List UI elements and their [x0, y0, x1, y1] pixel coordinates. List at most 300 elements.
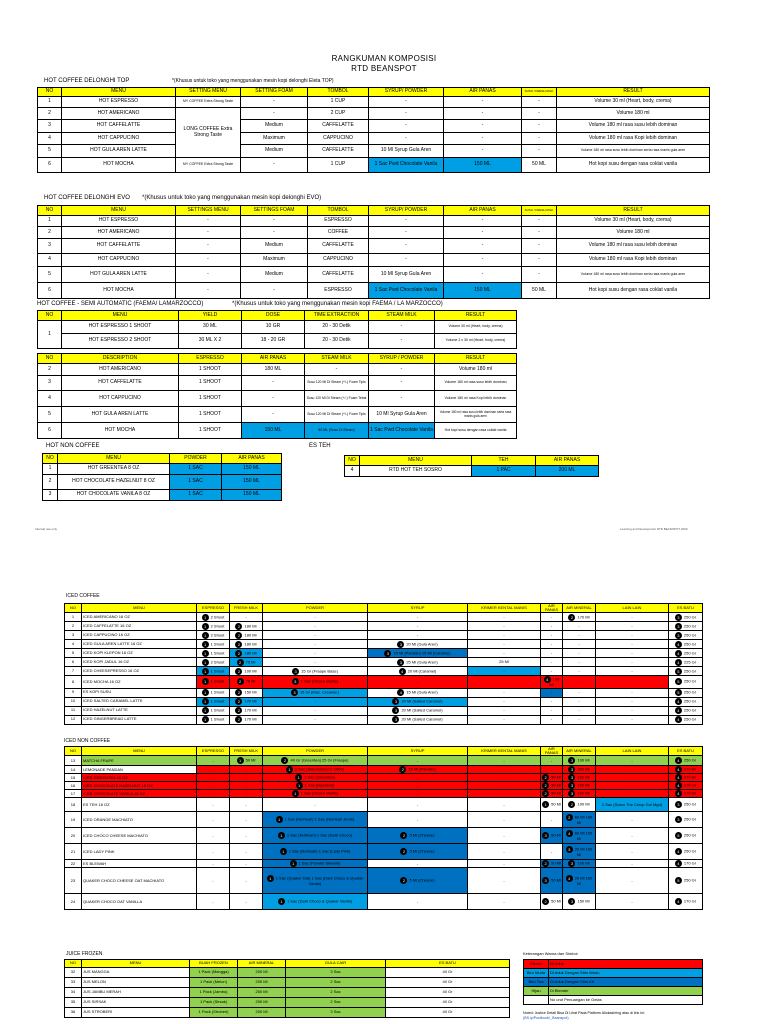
- cell: Volume 180 ml rasa Kopi lebih dominan: [557, 133, 710, 145]
- cell: HOT CHOCOLATE VANILA 8 OZ: [58, 490, 170, 501]
- cell-text: -: [550, 757, 553, 763]
- iced-coffee-title: ICED COFFEE: [66, 593, 100, 599]
- cell: [563, 649, 596, 658]
- order-number-icon: 1: [202, 707, 209, 714]
- cell: -: [522, 227, 557, 239]
- cell: CAFFELATTE: [308, 145, 369, 158]
- cell-text: 100 Ml: [577, 757, 590, 763]
- cell: [230, 782, 263, 790]
- cell: [468, 640, 541, 649]
- cell-text: -: [314, 707, 316, 713]
- cell-text: -: [416, 774, 419, 780]
- order-number-icon: 2: [235, 689, 242, 696]
- cell-text: -: [578, 698, 580, 704]
- cell-text: -: [314, 801, 316, 807]
- cell: COFFEE: [308, 227, 369, 239]
- page-title: RANGKUMAN KOMPOSISI: [331, 54, 437, 63]
- cell: -: [241, 216, 308, 227]
- cell: [82, 631, 197, 640]
- order-number-icon: 1: [202, 632, 209, 639]
- order-number-icon: 2: [235, 698, 242, 705]
- cell-text: 22: [70, 860, 76, 866]
- cell-text: 13: [70, 757, 76, 763]
- table-row: [38, 254, 710, 267]
- cell-text: -: [212, 877, 214, 883]
- cell: [263, 676, 368, 688]
- cell: [468, 798, 541, 812]
- order-number-icon: 4: [675, 766, 682, 773]
- cell: [65, 688, 82, 697]
- cell: 3: [38, 376, 62, 391]
- cell-text: -: [503, 832, 505, 838]
- cell-text: 18: [70, 801, 76, 807]
- cell-text: -: [550, 816, 553, 822]
- order-number-icon: 2: [400, 848, 407, 855]
- cell: 2 Sac: [286, 988, 386, 998]
- cell-text: -: [631, 757, 633, 763]
- legend-note: Noted: Justice Detail Bisa Di Lihat Pada Platform Allokasi/ring atau di link ini:: [523, 1011, 645, 1015]
- legend-text: Di Aduk Dengan Stirs Wadu: [549, 969, 703, 978]
- cell: 1 SAC: [170, 490, 222, 501]
- cell: [368, 868, 468, 894]
- cell-text: -: [212, 848, 214, 854]
- cell-text: 15 Ml (Pandan) 15 Ml (Caramel): [393, 650, 451, 656]
- cell-text: -: [212, 816, 214, 822]
- table-row: [38, 423, 517, 439]
- cell-text: 100 Ml: [549, 676, 560, 688]
- cell: 32: [65, 968, 82, 978]
- cell: 1 Pack (Stroberi): [190, 1008, 238, 1018]
- cell-text: 5 Ml (Cheese): [409, 877, 435, 883]
- table-row: [38, 120, 710, 133]
- cell: Maximum: [241, 254, 308, 267]
- cell: [230, 790, 263, 798]
- cell-text: 50 Ml: [551, 782, 561, 788]
- cell: [596, 894, 669, 910]
- order-number-icon: 4: [675, 774, 682, 781]
- cell: [65, 774, 82, 782]
- cell: 1 PAC: [472, 466, 536, 477]
- cell-text: 1 Sac (Nutrisari) 1 Sac (Dark Choco): [286, 832, 353, 838]
- cell: 2: [38, 364, 62, 376]
- cell-text: 1 Sac (Dark Choco & Quaker Vanila): [286, 898, 353, 904]
- cell-text: 1 Shoot: [210, 698, 225, 704]
- col-header: MENU: [62, 206, 176, 216]
- cell: [669, 688, 703, 697]
- cell: 40 Gr: [386, 998, 510, 1008]
- order-number-icon: 3: [392, 707, 399, 714]
- order-number-icon: 4: [675, 848, 682, 855]
- order-number-icon: 2: [235, 716, 242, 723]
- col-header: RESULT: [435, 354, 517, 364]
- cell-text: 5 Ml (Cheese): [409, 832, 435, 838]
- cell-text: -: [503, 757, 505, 763]
- cell-text: -: [416, 782, 419, 788]
- cell-text: 2: [71, 623, 75, 629]
- cell: [263, 756, 368, 766]
- cell-text: -: [314, 614, 316, 620]
- cell-text: 15 Ml (Pandan): [408, 766, 436, 772]
- cell: [669, 706, 703, 715]
- cell: [596, 774, 669, 782]
- cell: HOT MOCHA: [62, 283, 176, 299]
- cell-text: 20 Ml (Salted Caramel): [401, 698, 443, 704]
- cell: [65, 798, 82, 812]
- cell: [563, 613, 596, 622]
- cell-text: -: [503, 689, 505, 695]
- footer-left: Internal use only: [35, 527, 58, 531]
- col-header: SYRUP/ POWDER: [369, 88, 444, 97]
- cell: [541, 790, 563, 798]
- cell: [669, 860, 703, 868]
- cell-text: 170 Gr: [683, 782, 697, 788]
- cell: [197, 631, 230, 640]
- col-header: MENU: [62, 311, 179, 321]
- col-header: NO: [38, 88, 62, 97]
- order-number-icon: 1: [202, 689, 209, 696]
- cell-text: -: [416, 632, 419, 638]
- cell: [82, 790, 197, 798]
- cell: [563, 812, 596, 828]
- table-row: [65, 756, 703, 766]
- cell: [468, 613, 541, 622]
- cell: [368, 649, 468, 658]
- order-number-icon: 2: [399, 766, 406, 773]
- cell: [563, 868, 596, 894]
- cell: [468, 790, 541, 798]
- table-row: [38, 334, 517, 349]
- cell: [197, 622, 230, 631]
- cell-text: -: [416, 801, 419, 807]
- table-es-teh: [344, 455, 599, 477]
- cell: JUS MANGGA: [82, 968, 190, 978]
- order-number-icon: 1: [278, 898, 285, 905]
- cell: [197, 790, 230, 798]
- cell: [669, 790, 703, 798]
- cell: RTD HOT TEH SOSRO: [360, 466, 472, 477]
- cell: 200 Ml: [238, 988, 286, 998]
- cell-text: ES KOPI SUSU: [83, 689, 112, 695]
- cell-text: 100 Ml: [577, 801, 590, 807]
- cell-text: -: [631, 766, 633, 772]
- col-header: MENU: [82, 604, 197, 613]
- order-number-icon: 2: [542, 790, 549, 797]
- cell: 35: [65, 998, 82, 1008]
- cell: 3 Sac: [286, 968, 386, 978]
- cell-text: -: [631, 659, 633, 665]
- cell-text: 10: [70, 698, 76, 704]
- cell: -: [444, 254, 522, 267]
- cell-text: -: [631, 650, 633, 656]
- cell: -: [369, 254, 444, 267]
- cell: Volume 180 ml: [557, 108, 710, 120]
- cell: [596, 697, 669, 706]
- table-row: [38, 97, 710, 108]
- order-number-icon: 1: [292, 790, 299, 797]
- cell-text: 75 Ml: [245, 679, 256, 685]
- cell-text: -: [578, 659, 580, 665]
- cell: [596, 688, 669, 697]
- col-header: DESCRIPTION: [62, 354, 179, 364]
- col-header: SETTING FOAM: [241, 88, 308, 97]
- cell: [197, 868, 230, 894]
- page-subtitle: RTD BEANSPOT: [351, 64, 417, 73]
- cell: [468, 868, 541, 894]
- cell: -: [522, 254, 557, 267]
- cell: [263, 667, 368, 676]
- cell: 1 Sac Pwd Chocolate Vanila: [369, 283, 444, 299]
- legend-link[interactable]: (BS.ip/Purdbook/_Beanspot): [523, 1016, 569, 1020]
- iced-non-coffee-title: ICED NON COFFEE: [64, 738, 111, 744]
- col-header: AIR PANAS: [536, 456, 599, 466]
- cell: [65, 766, 82, 774]
- cell: [65, 613, 82, 622]
- order-number-icon: 2: [237, 659, 244, 666]
- cell: 1 Pack (Melon): [190, 978, 238, 988]
- cell: HOT ESPRESSO 1 SHOOT: [62, 321, 179, 334]
- col-header: STEAM MILK: [305, 354, 369, 364]
- cell: [368, 631, 468, 640]
- top-section-title: HOT COFFEE DELONGHI TOP: [44, 78, 130, 84]
- cell: 1 SHOOT: [179, 376, 242, 391]
- cell-text: 12: [70, 716, 76, 722]
- cell: -: [369, 227, 444, 239]
- cell-text: -: [631, 816, 633, 822]
- cell: -: [242, 407, 305, 423]
- cell: [65, 676, 82, 688]
- cell: [230, 798, 263, 812]
- cell-text: -: [578, 689, 580, 695]
- col-header: MENU: [82, 747, 197, 756]
- cell: [541, 844, 563, 860]
- cell: 1: [38, 97, 62, 108]
- table-row: [38, 267, 710, 283]
- cell-text: 250 Gr: [683, 832, 697, 838]
- cell-text: -: [503, 716, 505, 722]
- col-header: NO: [38, 206, 62, 216]
- cell: 2: [38, 227, 62, 239]
- cell-text: 20 Ml (Caramel): [407, 668, 437, 674]
- cell-text: ICED CAPPUCINO 16 OZ: [83, 632, 130, 638]
- cell: 5: [38, 407, 62, 423]
- cell: 50 ML (Susu Di Steam): [305, 423, 369, 439]
- cell: [596, 622, 669, 631]
- cell-text: 180 Ml: [244, 623, 257, 629]
- cell-text: 250 Gr: [683, 641, 697, 647]
- cell: Volume 30 ml (Heart, body, crema): [435, 321, 517, 334]
- cell: [669, 649, 703, 658]
- legend-text: Di Aduk: [549, 960, 703, 969]
- cell: -: [522, 267, 557, 283]
- col-header: AIR PANAS: [242, 354, 305, 364]
- table-row: [38, 227, 710, 239]
- cell: 200 ML: [536, 466, 599, 477]
- col-header: AIR MINERAL: [563, 747, 596, 756]
- order-number-icon: 3: [397, 659, 404, 666]
- cell-text: -: [245, 877, 247, 883]
- cell: [468, 676, 541, 688]
- cell: 1: [38, 216, 62, 227]
- cell: [541, 782, 563, 790]
- cell: Volume 180 ml rasa susu lebih dominan: [557, 239, 710, 254]
- order-number-icon: 4: [675, 782, 682, 789]
- cell: 150 ML: [222, 490, 282, 501]
- cell: [230, 844, 263, 860]
- cell: [669, 774, 703, 782]
- legend-title: Keterangan Warna dan Simbol: [523, 951, 578, 956]
- cell: [368, 790, 468, 798]
- cell: [368, 658, 468, 667]
- cell: Volume 180 ml rasa susu lebih dominan serta rasa manis gula aren: [557, 267, 710, 283]
- cell: [82, 622, 197, 631]
- table-row: [65, 697, 703, 706]
- cell: -: [369, 216, 444, 227]
- cell-text: -: [314, 698, 316, 704]
- order-number-icon: 4: [675, 757, 682, 764]
- cell: -: [522, 239, 557, 254]
- cell: [368, 894, 468, 910]
- order-number-icon: 4: [399, 668, 406, 675]
- cell: [263, 706, 368, 715]
- table-row: [65, 860, 703, 868]
- cell: [368, 622, 468, 631]
- col-header: ES BATU: [669, 604, 703, 613]
- cell: Susu 120 Ml Di Steam (+/-) Foam Tebal: [305, 391, 369, 407]
- cell-text: -: [503, 698, 505, 704]
- cell-text: -: [503, 790, 505, 796]
- cell-text: 21: [70, 848, 76, 854]
- cell-text: -: [503, 650, 505, 656]
- cell: [197, 640, 230, 649]
- cell-text: -: [314, 641, 316, 647]
- cell-text: ICED GULA AREN LATTE 16 OZ: [83, 641, 142, 647]
- cell-text: 1 Sac (Quaker Oat) 1 Sac (Dark Choco & Quaker Vanila): [275, 875, 364, 887]
- cell: Volume 30 ml (Heart, body, crema): [557, 216, 710, 227]
- order-number-icon: 1: [296, 782, 303, 789]
- legend-table: [523, 959, 703, 1005]
- cell: -: [522, 108, 557, 120]
- col-header: DOSE: [242, 311, 305, 321]
- order-number-icon: 5: [675, 832, 682, 839]
- cell-text: 1 Sac (Powder Blewah): [298, 860, 341, 866]
- cell: [563, 756, 596, 766]
- cell: 40 Gr: [386, 978, 510, 988]
- cell-text: 170 Gr: [683, 898, 697, 904]
- cell-text: -: [550, 716, 553, 722]
- cell: [197, 774, 230, 782]
- cell: [468, 894, 541, 910]
- cell-text: 2 Shoot: [210, 659, 225, 665]
- cell: HOT GREENTEA 8 OZ: [58, 464, 170, 475]
- cell: -: [242, 391, 305, 407]
- cell-text: 20 Ml 160 Ml: [574, 875, 593, 887]
- cell: 200 Ml: [238, 998, 286, 1008]
- cell: [563, 766, 596, 774]
- cell: HOT GULA AREN LATTE: [62, 267, 176, 283]
- order-number-icon: 3: [568, 790, 575, 797]
- cell-text: 1 Shoot: [210, 716, 225, 722]
- cell-text: 20 Ml 160 Ml: [574, 846, 593, 858]
- cell-text: 15 Gr (Fraape Base): [301, 668, 338, 674]
- cell-text: 250 Gr: [683, 848, 697, 854]
- non-coffee-title: HOT NON COFFEE: [46, 443, 100, 449]
- cell: [263, 790, 368, 798]
- table-iced-coffee: [64, 603, 703, 725]
- cell: 150 ML: [222, 464, 282, 475]
- cell: -: [369, 133, 444, 145]
- cell: [230, 697, 263, 706]
- cell: [368, 697, 468, 706]
- cell-text: 1: [71, 614, 75, 620]
- cell: Volume 180 ml rasa Kopi lebih dominan: [557, 254, 710, 267]
- cell: [563, 676, 596, 688]
- cell: [368, 774, 468, 782]
- cell: HOT MOCHA: [62, 423, 179, 439]
- cell: [563, 658, 596, 667]
- cell: [230, 894, 263, 910]
- cell: [263, 812, 368, 828]
- order-number-icon: 3: [292, 668, 299, 675]
- cell-text: 250 Gr: [683, 614, 697, 620]
- table-row: [38, 391, 517, 407]
- order-number-icon: 3: [392, 698, 399, 705]
- cell: 4: [38, 391, 62, 407]
- order-number-icon: 3: [392, 716, 399, 723]
- cell: [368, 715, 468, 724]
- cell: -: [176, 239, 241, 254]
- col-header: BUAH FROZEN: [190, 960, 238, 968]
- cell: -: [444, 239, 522, 254]
- col-header: MENU: [58, 454, 170, 464]
- cell-text: -: [245, 848, 247, 854]
- cell: -: [241, 283, 308, 299]
- evo-section-note: *(Khusus untuk toko yang menggunakan mesin kopi delonghi EVO): [142, 195, 322, 201]
- cell: [468, 715, 541, 724]
- table-row: [65, 812, 703, 828]
- cell: [82, 676, 197, 688]
- cell: [563, 844, 596, 860]
- cell-text: 180 Ml: [244, 650, 257, 656]
- col-header: NO: [65, 960, 82, 968]
- cell: 1 SAC: [170, 464, 222, 475]
- cell: Medium: [241, 145, 308, 158]
- order-number-icon: 4: [675, 716, 682, 723]
- order-number-icon: 2: [235, 650, 242, 657]
- cell: 150 ML: [222, 475, 282, 490]
- cell-text: -: [503, 632, 505, 638]
- cell: 3 Sac: [286, 1008, 386, 1018]
- order-number-icon: 5: [675, 678, 682, 685]
- cell: 10 GR: [242, 321, 305, 334]
- col-header: POWDER: [263, 747, 368, 756]
- col-header: SETTING MENU: [176, 88, 241, 97]
- cell: 6: [38, 158, 62, 173]
- cell: [230, 667, 263, 676]
- cell: HOT GULA AREN LATTE: [62, 145, 176, 158]
- cell-text: -: [578, 650, 580, 656]
- order-number-icon: 1: [202, 614, 209, 621]
- legend-swatch: Biru Muda: [524, 969, 549, 978]
- cell: [368, 782, 468, 790]
- cell-text: 50 Ml: [551, 877, 561, 883]
- col-header: MENU: [82, 960, 190, 968]
- cell-text: 170 Gr: [683, 860, 697, 866]
- cell-text: -: [503, 766, 505, 772]
- cell: -: [522, 120, 557, 133]
- cell: -: [241, 97, 308, 108]
- cell: 1 Sac Pwd Chocolate Vanila: [369, 423, 435, 439]
- cell: [197, 649, 230, 658]
